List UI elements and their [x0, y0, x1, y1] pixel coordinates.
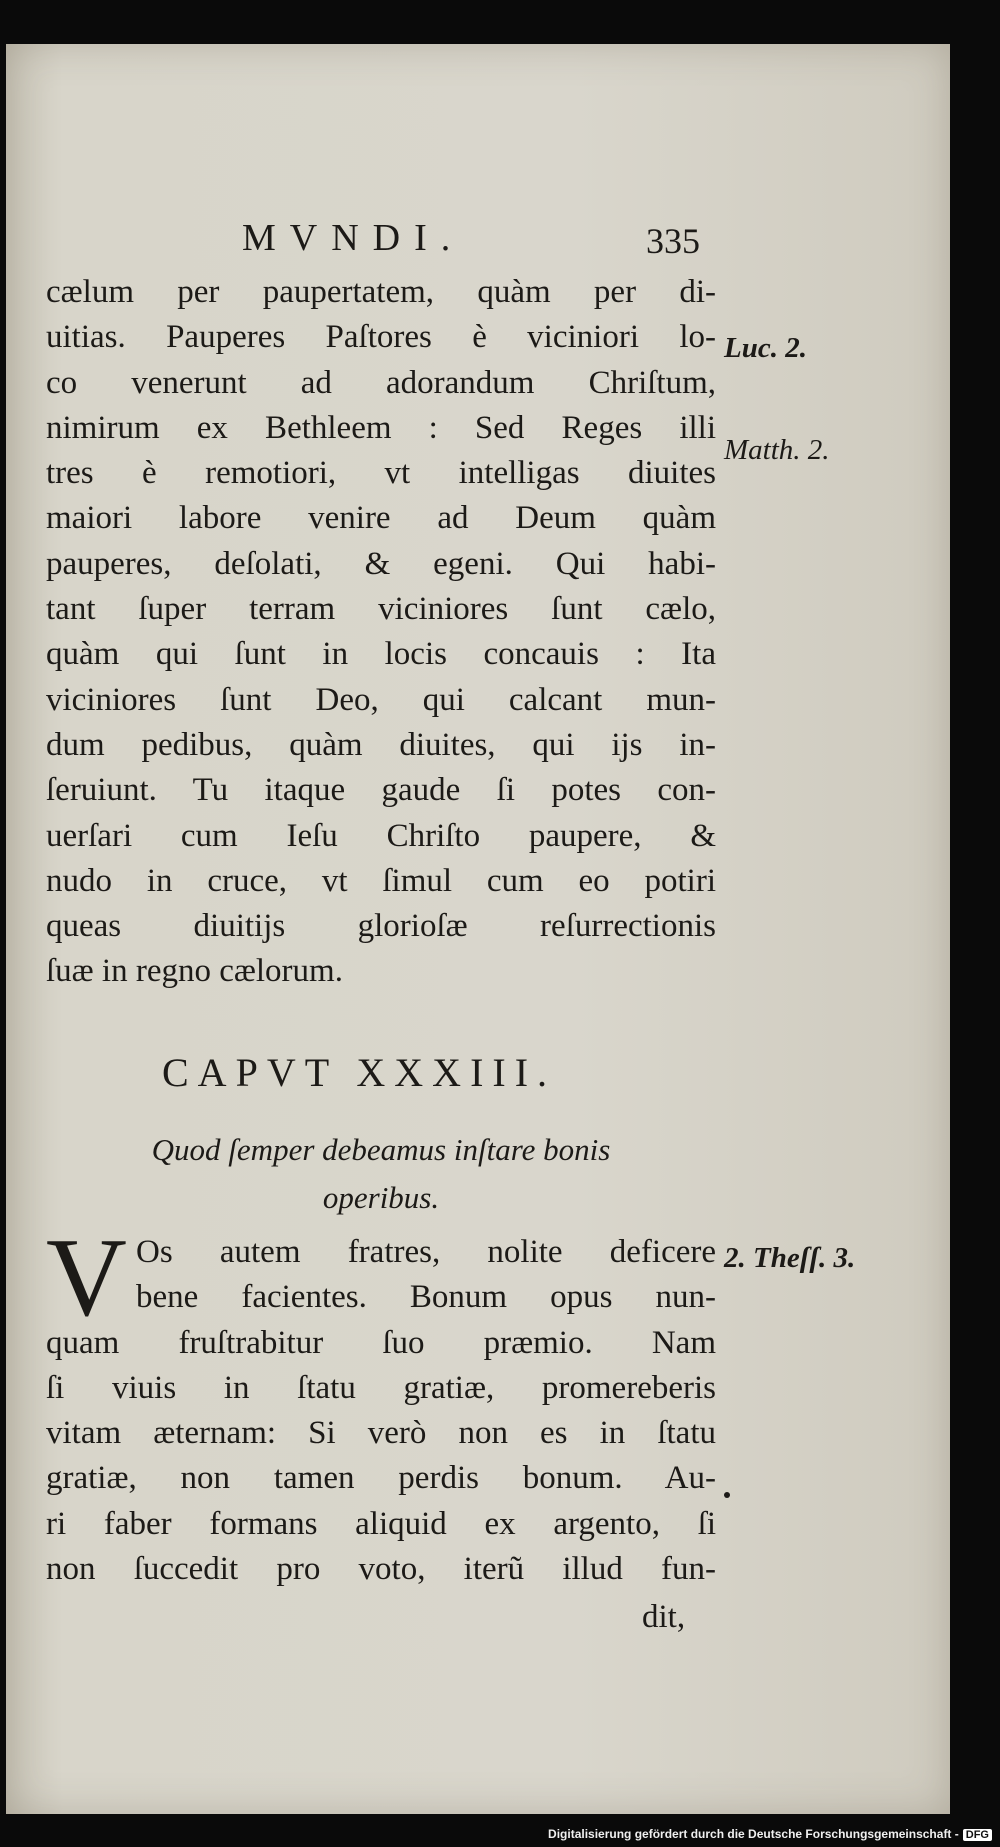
footer-text: Digitalisierung gefördert durch die Deutsche Forschungsgemeinschaft -: [548, 1827, 959, 1841]
margin-note-luc: Luc. 2.: [724, 332, 807, 364]
chapter-subheading-line-1: Quod ſemper debeamus inſtare bonis: [151, 1132, 611, 1167]
text-line: quàm qui ſunt in locis concauis : Ita: [46, 636, 716, 673]
text-line: tant ſuper terram viciniores ſunt cælo,: [46, 591, 716, 628]
text-line: pauperes, deſolati, & egeni. Qui habi-: [46, 545, 716, 582]
text-line: gratiæ, non tamen perdis bonum. Au-: [46, 1460, 716, 1497]
text-line: co venerunt ad adorandum Chriſtum,: [46, 364, 716, 401]
text-line: queas diuitijs glorioſæ reſurrectionis: [46, 908, 716, 945]
text-line: nimirum ex Bethleem : Sed Reges illi: [46, 409, 716, 446]
text-line: ſeruiunt. Tu itaque gaude ſi potes con-: [46, 772, 716, 809]
paragraph-1: [46, 270, 716, 995]
page-number: 335: [646, 221, 700, 261]
text-line: maiori labore venire ad Deum quàm: [46, 500, 716, 537]
margin-note-thess: 2. Theſſ. 3.: [724, 1242, 856, 1274]
text-line: uerſari cum Ieſu Chriſto paupere, &: [46, 817, 716, 854]
dfg-logo: DFG: [963, 1829, 992, 1841]
text-line: cælum per paupertatem, quàm per di-: [46, 274, 716, 310]
margin-dot: [724, 1492, 730, 1498]
text-line: uitias. Pauperes Paſtores è viciniori lo-: [46, 319, 716, 356]
text-line: nudo in cruce, vt ſimul cum eo potiri: [46, 862, 716, 899]
text-line: bene facientes. Bonum opus nun-: [136, 1279, 716, 1316]
catchword: dit,: [642, 1599, 686, 1635]
text-line: Os autem fratres, nolite deficere: [136, 1234, 716, 1270]
text-line: vitam æternam: Si verò non es in ſtatu: [46, 1415, 716, 1452]
paragraph-2: [46, 1216, 716, 1592]
drop-cap: V: [46, 1216, 127, 1340]
text-line-last: ſuæ in regno cælorum.: [46, 953, 343, 990]
text-line: non ſuccedit pro voto, iterũ illud fun-: [46, 1551, 716, 1588]
running-head: MVNDI.: [242, 217, 465, 259]
digitization-footer: [548, 1827, 992, 1841]
text-line: tres è remotiori, vt intelligas diuites: [46, 455, 716, 492]
margin-note-matth: Matth. 2.: [724, 434, 830, 466]
book-page: [6, 44, 950, 1814]
text-line: ſi viuis in ſtatu gratiæ, promereberis: [46, 1369, 716, 1406]
text-line: quam fruſtrabitur ſuo præmio. Nam: [46, 1324, 716, 1361]
text-line: viciniores ſunt Deo, qui calcant mun-: [46, 681, 716, 718]
text-line: ri faber formans aliquid ex argento, ſi: [46, 1505, 716, 1542]
text-line: dum pedibus, quàm diuites, qui ijs in-: [46, 726, 716, 763]
chapter-heading: CAPVT XXXIII.: [162, 1050, 557, 1095]
chapter-subheading-line-2: operibus.: [322, 1180, 440, 1215]
